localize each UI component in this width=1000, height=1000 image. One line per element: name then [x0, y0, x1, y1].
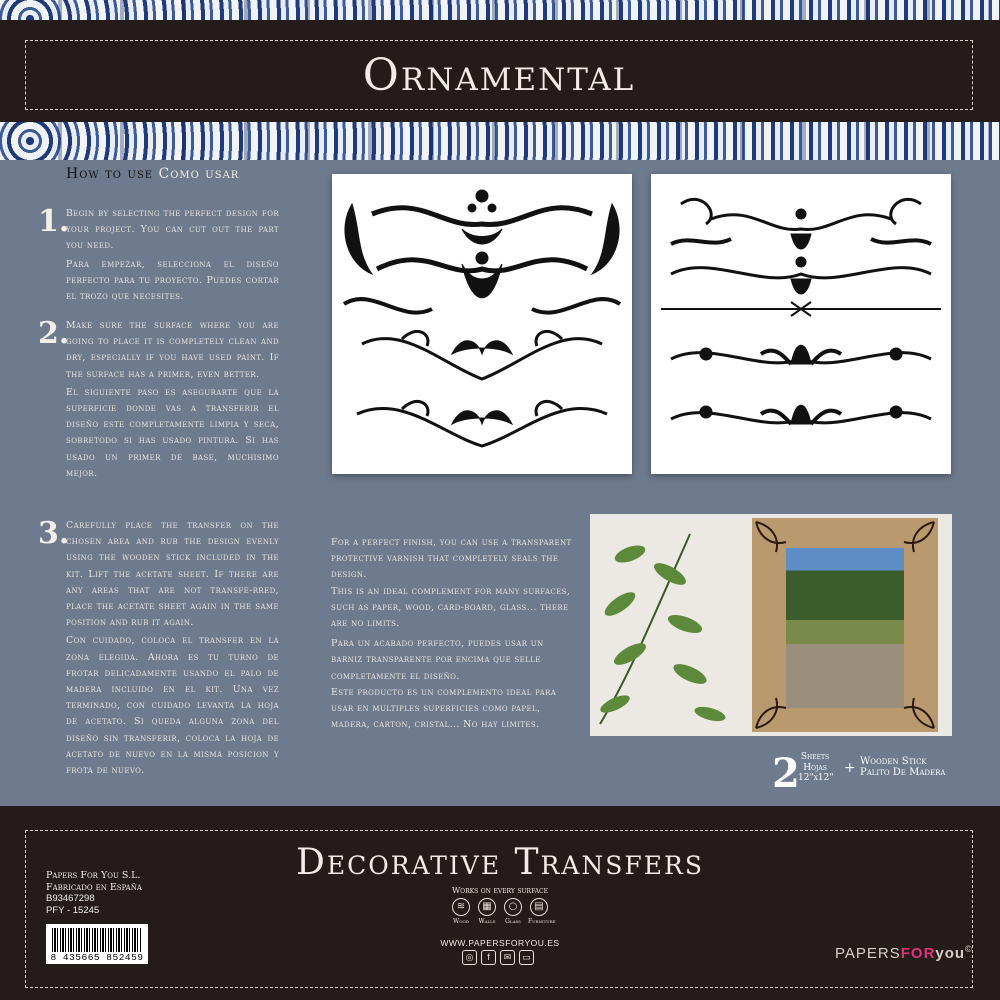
stick-es: Palito De Madera — [860, 767, 946, 778]
brand-part-you: you — [935, 945, 966, 962]
chat-icon[interactable]: ▭ — [519, 950, 534, 965]
tile-strip-top — [0, 0, 1000, 20]
product-name: Decorative Transfers — [296, 842, 704, 883]
website-link[interactable]: WWW.PAPERSFORYOU.ES — [440, 938, 560, 948]
how-to-heading-es: Como usar — [158, 166, 240, 182]
brand-part-papers: PAPERS — [835, 945, 901, 962]
sheets-es: Hojas — [803, 762, 827, 773]
sheets-en: Sheets — [800, 752, 830, 762]
works-on-label: Works on every surface — [451, 886, 549, 895]
company-code: B93467298 — [46, 893, 95, 904]
instagram-icon[interactable]: ◎ — [462, 950, 477, 965]
brand-part-for: FOR — [900, 945, 936, 962]
step-3-es: Con cuidado, coloca el transfer en la zona elegida. Ahora es tu turno de frotar delicadamente usando el palo de madera incluido en el kit. Una vez terminado, con cuidado levanta la hoja de acetato. Si queda alguna zona del diseño sin transferir, coloca la hoja de acetato de nuevo en la misma posicion y frota de nuevo. — [66, 635, 279, 777]
step-3-text — [66, 518, 279, 779]
ornament-flourish-illustration — [332, 174, 632, 474]
surface-furniture-label: Furniture — [528, 918, 556, 925]
furniture-icon: ▤ — [530, 898, 548, 916]
stick-label — [860, 756, 945, 778]
tile-strip-middle — [0, 122, 1000, 160]
page-title: Ornamental — [362, 49, 636, 101]
surface-glass — [502, 898, 524, 925]
step-2-en: Make sure the surface where you are going to place it is completely clean and dry, especially if you have used paint. If the surface has a primer, even better. — [66, 320, 279, 380]
step-3-number: 3. — [38, 516, 70, 551]
made-in: Fabricado en España — [46, 881, 142, 893]
surface-wood — [450, 898, 472, 925]
transfer-sheet-1 — [332, 174, 632, 474]
stick-en: Wooden Stick — [860, 756, 927, 767]
surface-wood-label: Wood — [453, 918, 469, 925]
product-sku: PFY - 15245 — [46, 904, 100, 916]
product-example-photo — [590, 514, 952, 736]
finish-es-1: Para un acabado perfecto, puedes usar un barniz transparente por encima que selle completamente el diseño. — [331, 638, 544, 682]
wooden-frame — [752, 518, 938, 732]
step-1-en: Begin by selecting the perfect design for your project. You can cut out the part you need. — [66, 208, 279, 252]
ornament-border-illustration — [651, 174, 951, 474]
step-2-number: 2. — [38, 316, 70, 351]
step-1-number: 1. — [38, 204, 70, 239]
step-2-es: El siguiente paso es asegurarte que la superficie donde vas a transferir el diseño este completamente limpia y seca, sobretodo si has usado pintura. Si has usado un primer de base, muchisimo mejor. — [66, 386, 279, 479]
title-frame — [25, 40, 973, 110]
sheet-label — [798, 752, 832, 784]
sheet-size: 12"x12" — [798, 773, 834, 783]
finish-es-2: Este producto es un complemento ideal para usar en multiples superficies como papel, madera, carton, cristal... No hay limites. — [331, 686, 557, 731]
surface-walls-label: Walls — [478, 918, 496, 925]
step-3-en: Carefully place the transfer on the chosen area and rub the design evenly using the wooden stick included in the kit. Lift the acetate sheet. If there are any areas that are not transfe-rred, place the acetate sheet again in the same position and rub it again. — [66, 520, 279, 629]
how-to-heading-en: How to use — [66, 166, 154, 182]
surface-walls — [476, 898, 498, 925]
copyright-mark: © — [965, 944, 973, 954]
social-icons — [462, 950, 534, 965]
facebook-icon[interactable]: f — [481, 950, 496, 965]
glass-icon: ○ — [504, 898, 522, 916]
step-1-text — [66, 206, 279, 305]
finish-en-1: For a perfect finish, you can use a transparent protective varnish that completely seals the design. — [331, 537, 572, 581]
finish-en-2: This is an ideal complement for many surfaces, such as paper, wood, card-board, glass... there are no limits. — [331, 585, 571, 630]
finish-text — [331, 535, 578, 733]
sheet-count: 2 — [772, 750, 800, 797]
wall-icon: ▦ — [478, 898, 496, 916]
step-1-es: Para empezar, selecciona el diseño perfecto para tu proyecto. Puedes cortar el trozo que necesites. — [66, 258, 279, 303]
how-to-heading — [66, 166, 239, 182]
wood-icon: ≋ — [452, 898, 470, 916]
surface-furniture — [528, 898, 556, 925]
plus-sign: + — [844, 760, 856, 776]
transfer-sheet-2 — [651, 174, 951, 474]
surface-glass-label: Glass — [505, 918, 521, 925]
email-icon[interactable]: ✉ — [500, 950, 515, 965]
company-name: Papers For You S.L. — [46, 870, 141, 881]
frame-corner-ornaments — [752, 518, 938, 732]
brand-logo — [835, 944, 973, 962]
vine-leaves-illustration — [590, 514, 760, 736]
surface-icons — [450, 898, 556, 925]
step-2-text — [66, 318, 279, 482]
barcode-number: 8 435665 852459 — [50, 952, 144, 963]
